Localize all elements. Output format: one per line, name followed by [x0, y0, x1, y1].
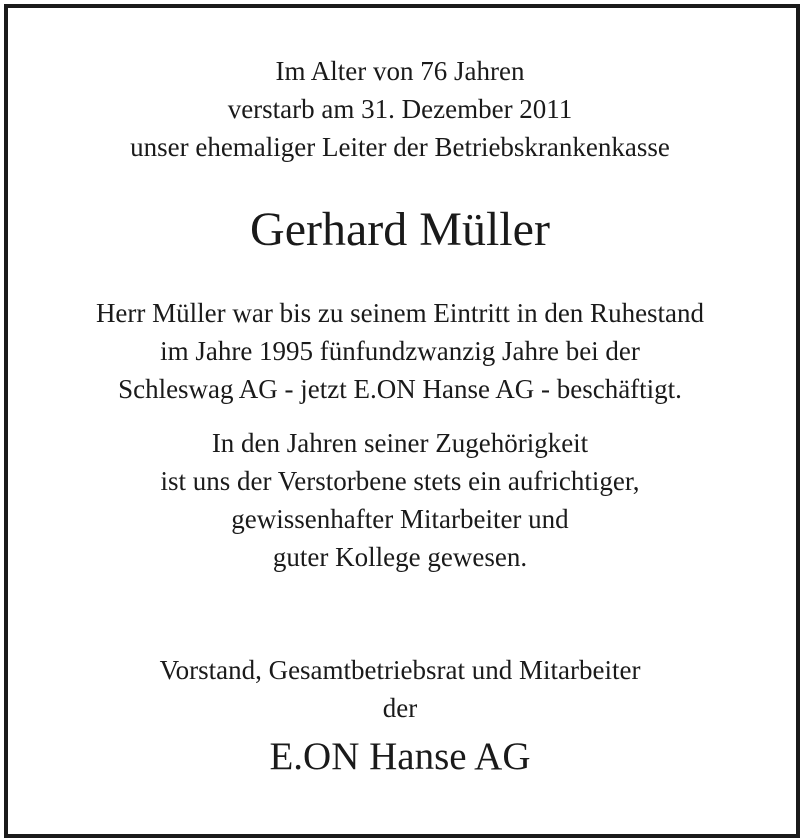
- paragraph-line: ist uns der Verstorbene stets ein aufrichtiger,: [160, 466, 640, 496]
- paragraph-line: Schleswag AG - jetzt E.ON Hanse AG - beschäftigt.: [118, 374, 682, 404]
- paragraph-line: guter Kollege gewesen.: [272, 542, 528, 572]
- paragraph-line: Herr Müller war bis zu seinem Eintritt in den Ruhestand: [95, 298, 705, 328]
- intro-line: Im Alter von 76 Jahren: [275, 56, 525, 86]
- deceased-name: [0, 200, 800, 260]
- company-name-text: E.ON Hanse AG: [269, 735, 531, 778]
- paragraph-line: In den Jahren seiner Zugehörigkeit: [211, 428, 589, 458]
- tribute-paragraph: [0, 424, 800, 576]
- signers-line: der: [382, 693, 418, 723]
- company-name: [0, 732, 800, 782]
- tenure-paragraph: [0, 294, 800, 408]
- paragraph-line: im Jahre 1995 fünfundzwanzig Jahre bei der: [160, 336, 640, 366]
- signers: [0, 651, 800, 727]
- deceased-name-text: Gerhard Müller: [250, 203, 550, 256]
- signers-line: Vorstand, Gesamtbetriebsrat und Mitarbeiter: [159, 655, 641, 685]
- intro-text: [0, 52, 800, 166]
- paragraph-line: gewissenhafter Mitarbeiter und: [231, 504, 569, 534]
- intro-line: unser ehemaliger Leiter der Betriebskrankenkasse: [130, 132, 670, 162]
- intro-line: verstarb am 31. Dezember 2011: [227, 94, 573, 124]
